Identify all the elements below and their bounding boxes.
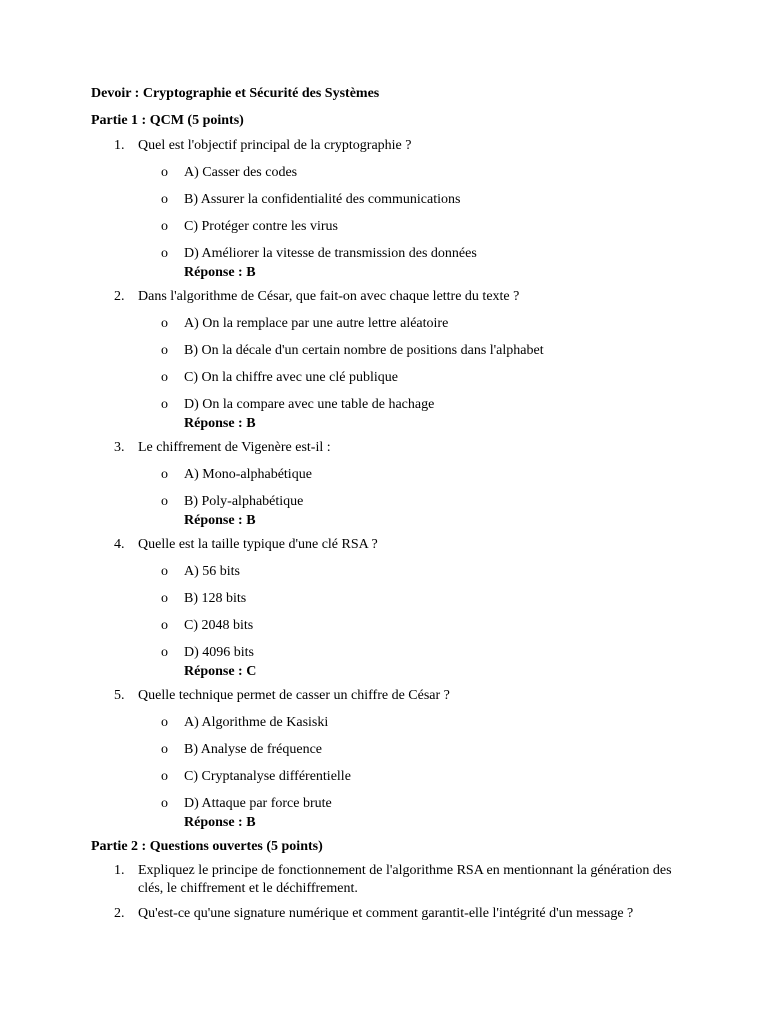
part2-title: Partie 2 : Questions ouvertes (5 points) xyxy=(91,839,323,854)
question-number: 4. xyxy=(114,537,125,552)
bullet-icon: o xyxy=(161,769,168,784)
question-text: Quelle est la taille typique d'une clé RSA ? xyxy=(138,537,378,552)
answer-label: Réponse : C xyxy=(184,664,257,679)
option-item xyxy=(91,616,691,636)
question-text: Le chiffrement de Vigenère est-il : xyxy=(138,440,331,455)
option-item xyxy=(91,492,691,512)
option-text: C) 2048 bits xyxy=(184,618,254,633)
question-number: 2. xyxy=(114,906,125,921)
question-text: Expliquez le principe de fonctionnement de l'algorithme RSA en mentionnant la génération des clés, le chiffrement et le déchiffrement. xyxy=(138,863,672,896)
answer-label: Réponse : B xyxy=(184,513,256,528)
bullet-icon: o xyxy=(161,219,168,234)
bullet-icon: o xyxy=(161,591,168,606)
question-number: 1. xyxy=(114,138,125,153)
option-item xyxy=(91,341,691,361)
answer-label: Réponse : B xyxy=(184,265,256,280)
option-text: C) Cryptanalyse différentielle xyxy=(184,769,351,784)
option-text: B) Analyse de fréquence xyxy=(184,742,322,757)
options-list xyxy=(91,713,691,814)
option-item xyxy=(91,589,691,609)
option-text: B) Assurer la confidentialité des communications xyxy=(184,192,461,207)
bullet-icon: o xyxy=(161,715,168,730)
document-title: Devoir : Cryptographie et Sécurité des Systèmes xyxy=(91,86,380,101)
option-item xyxy=(91,740,691,760)
option-text: D) 4096 bits xyxy=(184,645,254,660)
option-text: B) On la décale d'un certain nombre de positions dans l'alphabet xyxy=(184,343,544,358)
option-item xyxy=(91,217,691,237)
option-text: C) On la chiffre avec une clé publique xyxy=(184,370,398,385)
question-text: Quel est l'objectif principal de la cryptographie ? xyxy=(138,138,412,153)
question-row xyxy=(91,535,691,555)
option-item xyxy=(91,465,691,485)
option-text: A) On la remplace par une autre lettre aléatoire xyxy=(184,316,449,331)
option-item xyxy=(91,395,691,415)
option-text: B) 128 bits xyxy=(184,591,247,606)
question-row xyxy=(91,136,691,156)
mcq-question-1 xyxy=(91,136,691,282)
bullet-icon: o xyxy=(161,645,168,660)
bullet-icon: o xyxy=(161,796,168,811)
option-text: D) Attaque par force brute xyxy=(184,796,332,811)
option-text: A) 56 bits xyxy=(184,564,240,579)
option-item xyxy=(91,767,691,787)
option-item xyxy=(91,314,691,334)
option-item xyxy=(91,794,691,814)
options-list xyxy=(91,465,691,512)
question-text: Quelle technique permet de casser un chiffre de César ? xyxy=(138,688,450,703)
bullet-icon: o xyxy=(161,246,168,261)
bullet-icon: o xyxy=(161,165,168,180)
question-number: 5. xyxy=(114,688,125,703)
options-list xyxy=(91,562,691,663)
answer-label: Réponse : B xyxy=(184,416,256,431)
question-row xyxy=(91,686,691,706)
mcq-question-2 xyxy=(91,287,691,433)
option-item xyxy=(91,368,691,388)
option-text: D) On la compare avec une table de hachage xyxy=(184,397,435,412)
option-text: A) Algorithme de Kasiski xyxy=(184,715,329,730)
bullet-icon: o xyxy=(161,316,168,331)
open-question-2 xyxy=(91,905,678,923)
open-question-1 xyxy=(91,862,678,898)
options-list xyxy=(91,314,691,415)
bullet-icon: o xyxy=(161,343,168,358)
bullet-icon: o xyxy=(161,467,168,482)
option-text: B) Poly-alphabétique xyxy=(184,494,304,509)
mcq-question-3 xyxy=(91,438,691,530)
bullet-icon: o xyxy=(161,494,168,509)
mcq-question-5 xyxy=(91,686,691,832)
question-row xyxy=(91,438,691,458)
mcq-question-4 xyxy=(91,535,691,681)
option-item xyxy=(91,163,691,183)
bullet-icon: o xyxy=(161,618,168,633)
option-item xyxy=(91,643,691,663)
option-text: A) Casser des codes xyxy=(184,165,298,180)
option-text: D) Améliorer la vitesse de transmission des données xyxy=(184,246,477,261)
part1-title: Partie 1 : QCM (5 points) xyxy=(91,113,244,128)
bullet-icon: o xyxy=(161,192,168,207)
question-number: 2. xyxy=(114,289,125,304)
answer-label: Réponse : B xyxy=(184,815,256,830)
options-list xyxy=(91,163,691,264)
option-text: A) Mono-alphabétique xyxy=(184,467,312,482)
option-item xyxy=(91,244,691,264)
question-text: Dans l'algorithme de César, que fait-on avec chaque lettre du texte ? xyxy=(138,289,520,304)
question-row xyxy=(91,287,691,307)
bullet-icon: o xyxy=(161,564,168,579)
document-page xyxy=(91,84,691,930)
question-number: 3. xyxy=(114,440,125,455)
option-item xyxy=(91,713,691,733)
option-item xyxy=(91,190,691,210)
question-number: 1. xyxy=(114,863,125,878)
bullet-icon: o xyxy=(161,742,168,757)
option-item xyxy=(91,562,691,582)
question-text: Qu'est-ce qu'une signature numérique et comment garantit-elle l'intégrité d'un message ? xyxy=(138,906,634,921)
bullet-icon: o xyxy=(161,397,168,412)
option-text: C) Protéger contre les virus xyxy=(184,219,338,234)
bullet-icon: o xyxy=(161,370,168,385)
